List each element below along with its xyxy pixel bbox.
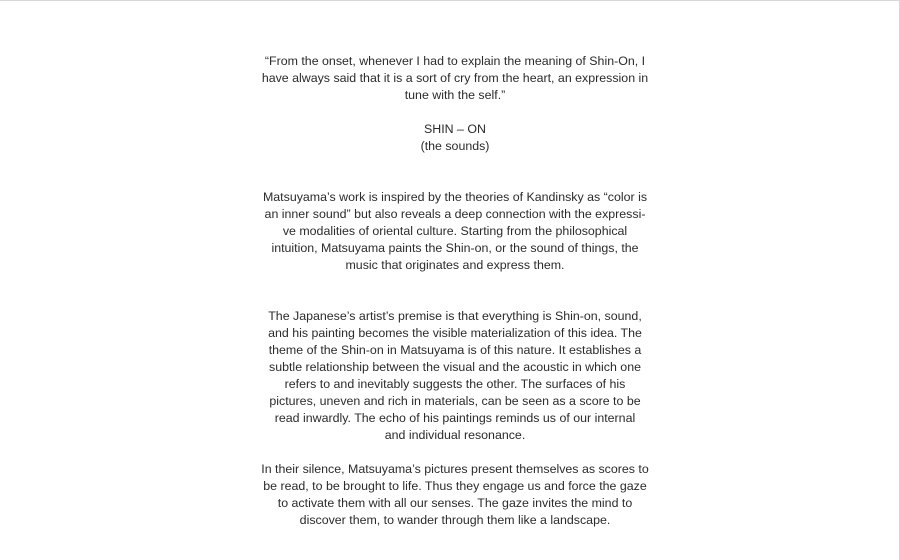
paragraph-line: Matsuyama’s work is inspired by the theories of Kandinsky as “color is	[262, 190, 648, 204]
paragraph-line: to activate them with all our senses. The gaze invites the mind to	[277, 496, 633, 510]
paragraph-line: refers to and inevitably suggests the other. The surfaces of his	[284, 377, 626, 391]
paragraph-silence	[250, 461, 660, 529]
paragraph-line: be read, to be brought to life. Thus they engage us and force the gaze	[263, 479, 647, 493]
paragraph-line: In their silence, Matsuyama’s pictures present themselves as scores to	[261, 462, 649, 476]
paragraph-kandinsky	[250, 189, 660, 274]
paragraph-line: discover them, to wander through them like a landscape.	[299, 513, 611, 527]
opening-quote	[250, 53, 660, 104]
text-column	[250, 53, 660, 529]
paragraph-line: music that originates and express them.	[345, 258, 565, 272]
paragraph-line: theme of the Shin-on in Matsuyama is of this nature. It establishes a	[268, 343, 642, 357]
heading-subtitle: (the sounds)	[420, 139, 490, 153]
spacer	[250, 444, 660, 461]
quote-line: “From the onset, whenever I had to explain the meaning of Shin-On, I	[264, 54, 646, 68]
section-heading	[250, 121, 660, 155]
paragraph-line: subtle relationship between the visual and the acoustic in which one	[269, 360, 641, 374]
paragraph-line: read inwardly. The echo of his paintings reminds us of our internal	[274, 411, 636, 425]
paragraph-line: pictures, uneven and rich in materials, can be seen as a score to be	[269, 394, 641, 408]
spacer	[250, 274, 660, 308]
paragraph-line: The Japanese’s artist’s premise is that everything is Shin-on, sound,	[268, 309, 642, 323]
spacer	[250, 104, 660, 121]
quote-line: have always said that it is a sort of cry from the heart, an expression in	[261, 71, 649, 85]
paragraph-line: an inner sound” but also reveals a deep connection with the expressi-	[264, 207, 646, 221]
quote-line: tune with the self.”	[404, 88, 506, 102]
paragraph-line: and individual resonance.	[384, 428, 526, 442]
paragraph-line: and his painting becomes the visible materialization of this idea. The	[268, 326, 642, 340]
heading-title: SHIN – ON	[424, 122, 486, 136]
paragraph-line: intuition, Matsuyama paints the Shin-on, or the sound of things, the	[271, 241, 639, 255]
paragraph-premise	[250, 308, 660, 444]
paragraph-line: ve modalities of oriental culture. Starting from the philosophical	[282, 224, 628, 238]
spacer	[250, 155, 660, 189]
